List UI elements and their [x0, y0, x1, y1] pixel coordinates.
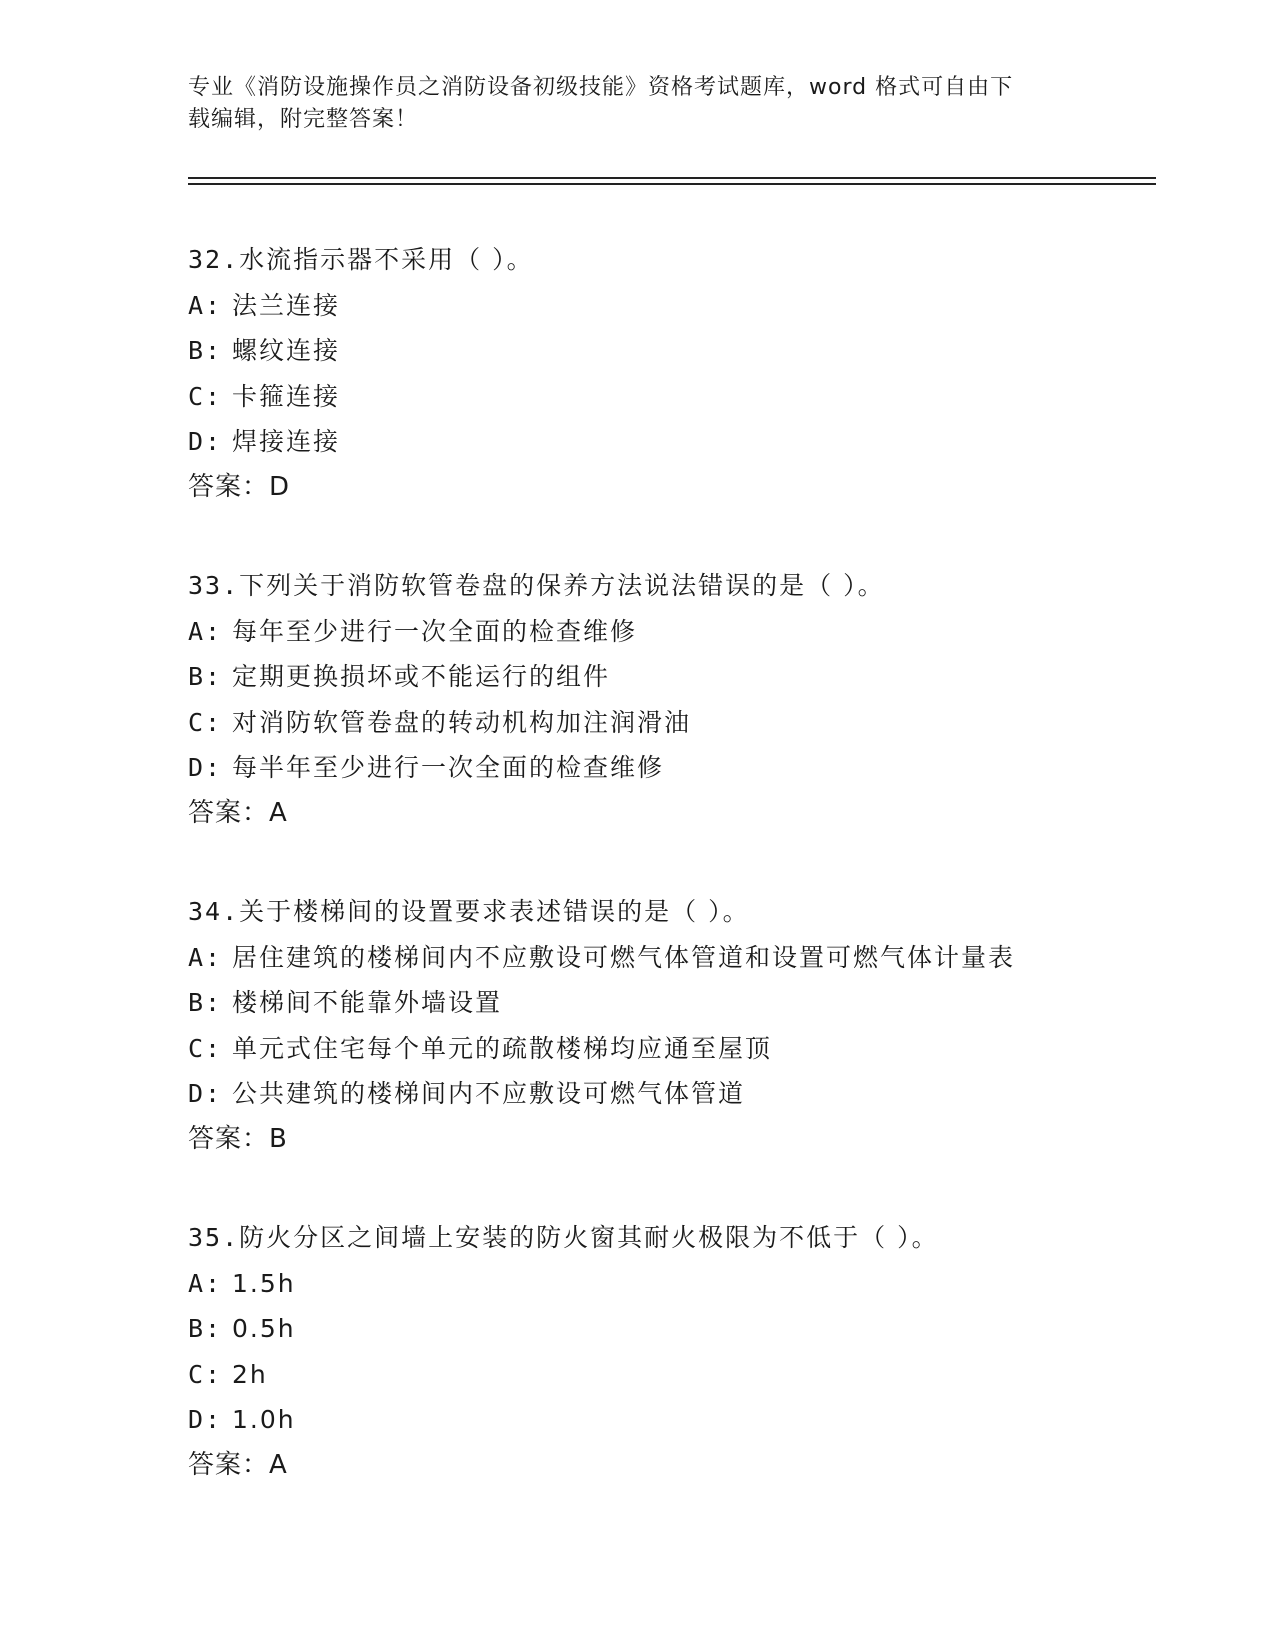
option-text: 0.5h	[232, 1314, 296, 1343]
option-c	[188, 700, 1148, 746]
option-a	[188, 935, 1148, 981]
option-text: 2h	[232, 1359, 268, 1389]
question-stem	[188, 563, 1148, 609]
option-key: C:	[188, 1359, 223, 1389]
question-number: 35.	[188, 1223, 240, 1252]
option-text: 1.5h	[232, 1268, 296, 1298]
option-text: 公共建筑的楼梯间内不应敷设可燃气体管道	[232, 1079, 746, 1108]
question-text: 关于楼梯间的设置要求表述错误的是（ ）。	[239, 897, 750, 926]
option-text: 卡箍连接	[232, 381, 341, 411]
option-key: D:	[188, 1079, 223, 1108]
option-text: 每年至少进行一次全面的检查维修	[232, 616, 638, 646]
option-b	[188, 980, 1148, 1026]
option-text: 单元式住宅每个单元的疏散楼梯均应通至屋顶	[232, 1033, 773, 1063]
option-a	[188, 1261, 1148, 1307]
question-stem	[188, 889, 1148, 935]
question-stem	[188, 1215, 1148, 1261]
option-key: A:	[188, 616, 223, 646]
header-line-1: 专业《消防设施操作员之消防设备初级技能》资格考试题库，word 格式可自由下	[188, 75, 1014, 100]
option-text: 对消防软管卷盘的转动机构加注润滑油	[232, 707, 692, 737]
option-c	[188, 374, 1148, 420]
question-text: 水流指示器不采用（ ）。	[239, 245, 534, 274]
option-d	[188, 419, 1148, 465]
option-c	[188, 1352, 1148, 1398]
question-text: 防火分区之间墙上安装的防火窗其耐火极限为不低于（ ）。	[239, 1223, 939, 1252]
answer-line: 答案：A	[188, 1449, 288, 1480]
option-text: 居住建筑的楼梯间内不应敷设可燃气体管道和设置可燃气体计量表	[232, 942, 1016, 972]
header-divider-top	[188, 177, 1156, 179]
answer-line: 答案：A	[188, 797, 288, 828]
option-b	[188, 1306, 1148, 1352]
header-line-2: 载编辑，附完整答案！	[188, 107, 419, 132]
option-text: 法兰连接	[232, 290, 341, 320]
option-text: 每半年至少进行一次全面的检查维修	[232, 753, 665, 782]
option-key: D:	[188, 753, 223, 782]
option-text: 螺纹连接	[232, 336, 341, 365]
question-stem	[188, 237, 1148, 283]
question-number: 32.	[188, 245, 240, 274]
document-header	[188, 72, 1068, 136]
question-list	[188, 237, 1148, 1541]
option-key: D:	[188, 1405, 223, 1434]
option-key: B:	[188, 336, 223, 365]
option-text: 定期更换损坏或不能运行的组件	[232, 662, 611, 691]
option-text: 1.0h	[232, 1405, 296, 1434]
option-key: C:	[188, 707, 223, 737]
option-key: B:	[188, 662, 223, 691]
option-key: D:	[188, 427, 223, 456]
option-d	[188, 1071, 1148, 1117]
option-key: C:	[188, 381, 223, 411]
option-b	[188, 654, 1148, 700]
question-text: 下列关于消防软管卷盘的保养方法说法错误的是（ ）。	[239, 571, 885, 600]
answer-line: 答案：D	[188, 471, 291, 502]
question-32	[188, 237, 1148, 510]
option-d	[188, 1397, 1148, 1443]
option-key: C:	[188, 1033, 223, 1063]
option-key: B:	[188, 988, 223, 1017]
option-key: B:	[188, 1314, 223, 1343]
option-key: A:	[188, 942, 223, 972]
question-34	[188, 889, 1148, 1162]
option-key: A:	[188, 1268, 223, 1298]
option-d	[188, 745, 1148, 791]
option-a	[188, 609, 1148, 655]
option-b	[188, 328, 1148, 374]
option-text: 楼梯间不能靠外墙设置	[232, 988, 503, 1017]
option-c	[188, 1026, 1148, 1072]
answer-line: 答案：B	[188, 1123, 288, 1154]
header-divider-bottom	[188, 183, 1156, 185]
question-35	[188, 1215, 1148, 1488]
option-text: 焊接连接	[232, 427, 341, 456]
question-number: 33.	[188, 571, 240, 600]
question-number: 34.	[188, 897, 240, 926]
option-a	[188, 283, 1148, 329]
option-key: A:	[188, 290, 223, 320]
question-33	[188, 563, 1148, 836]
